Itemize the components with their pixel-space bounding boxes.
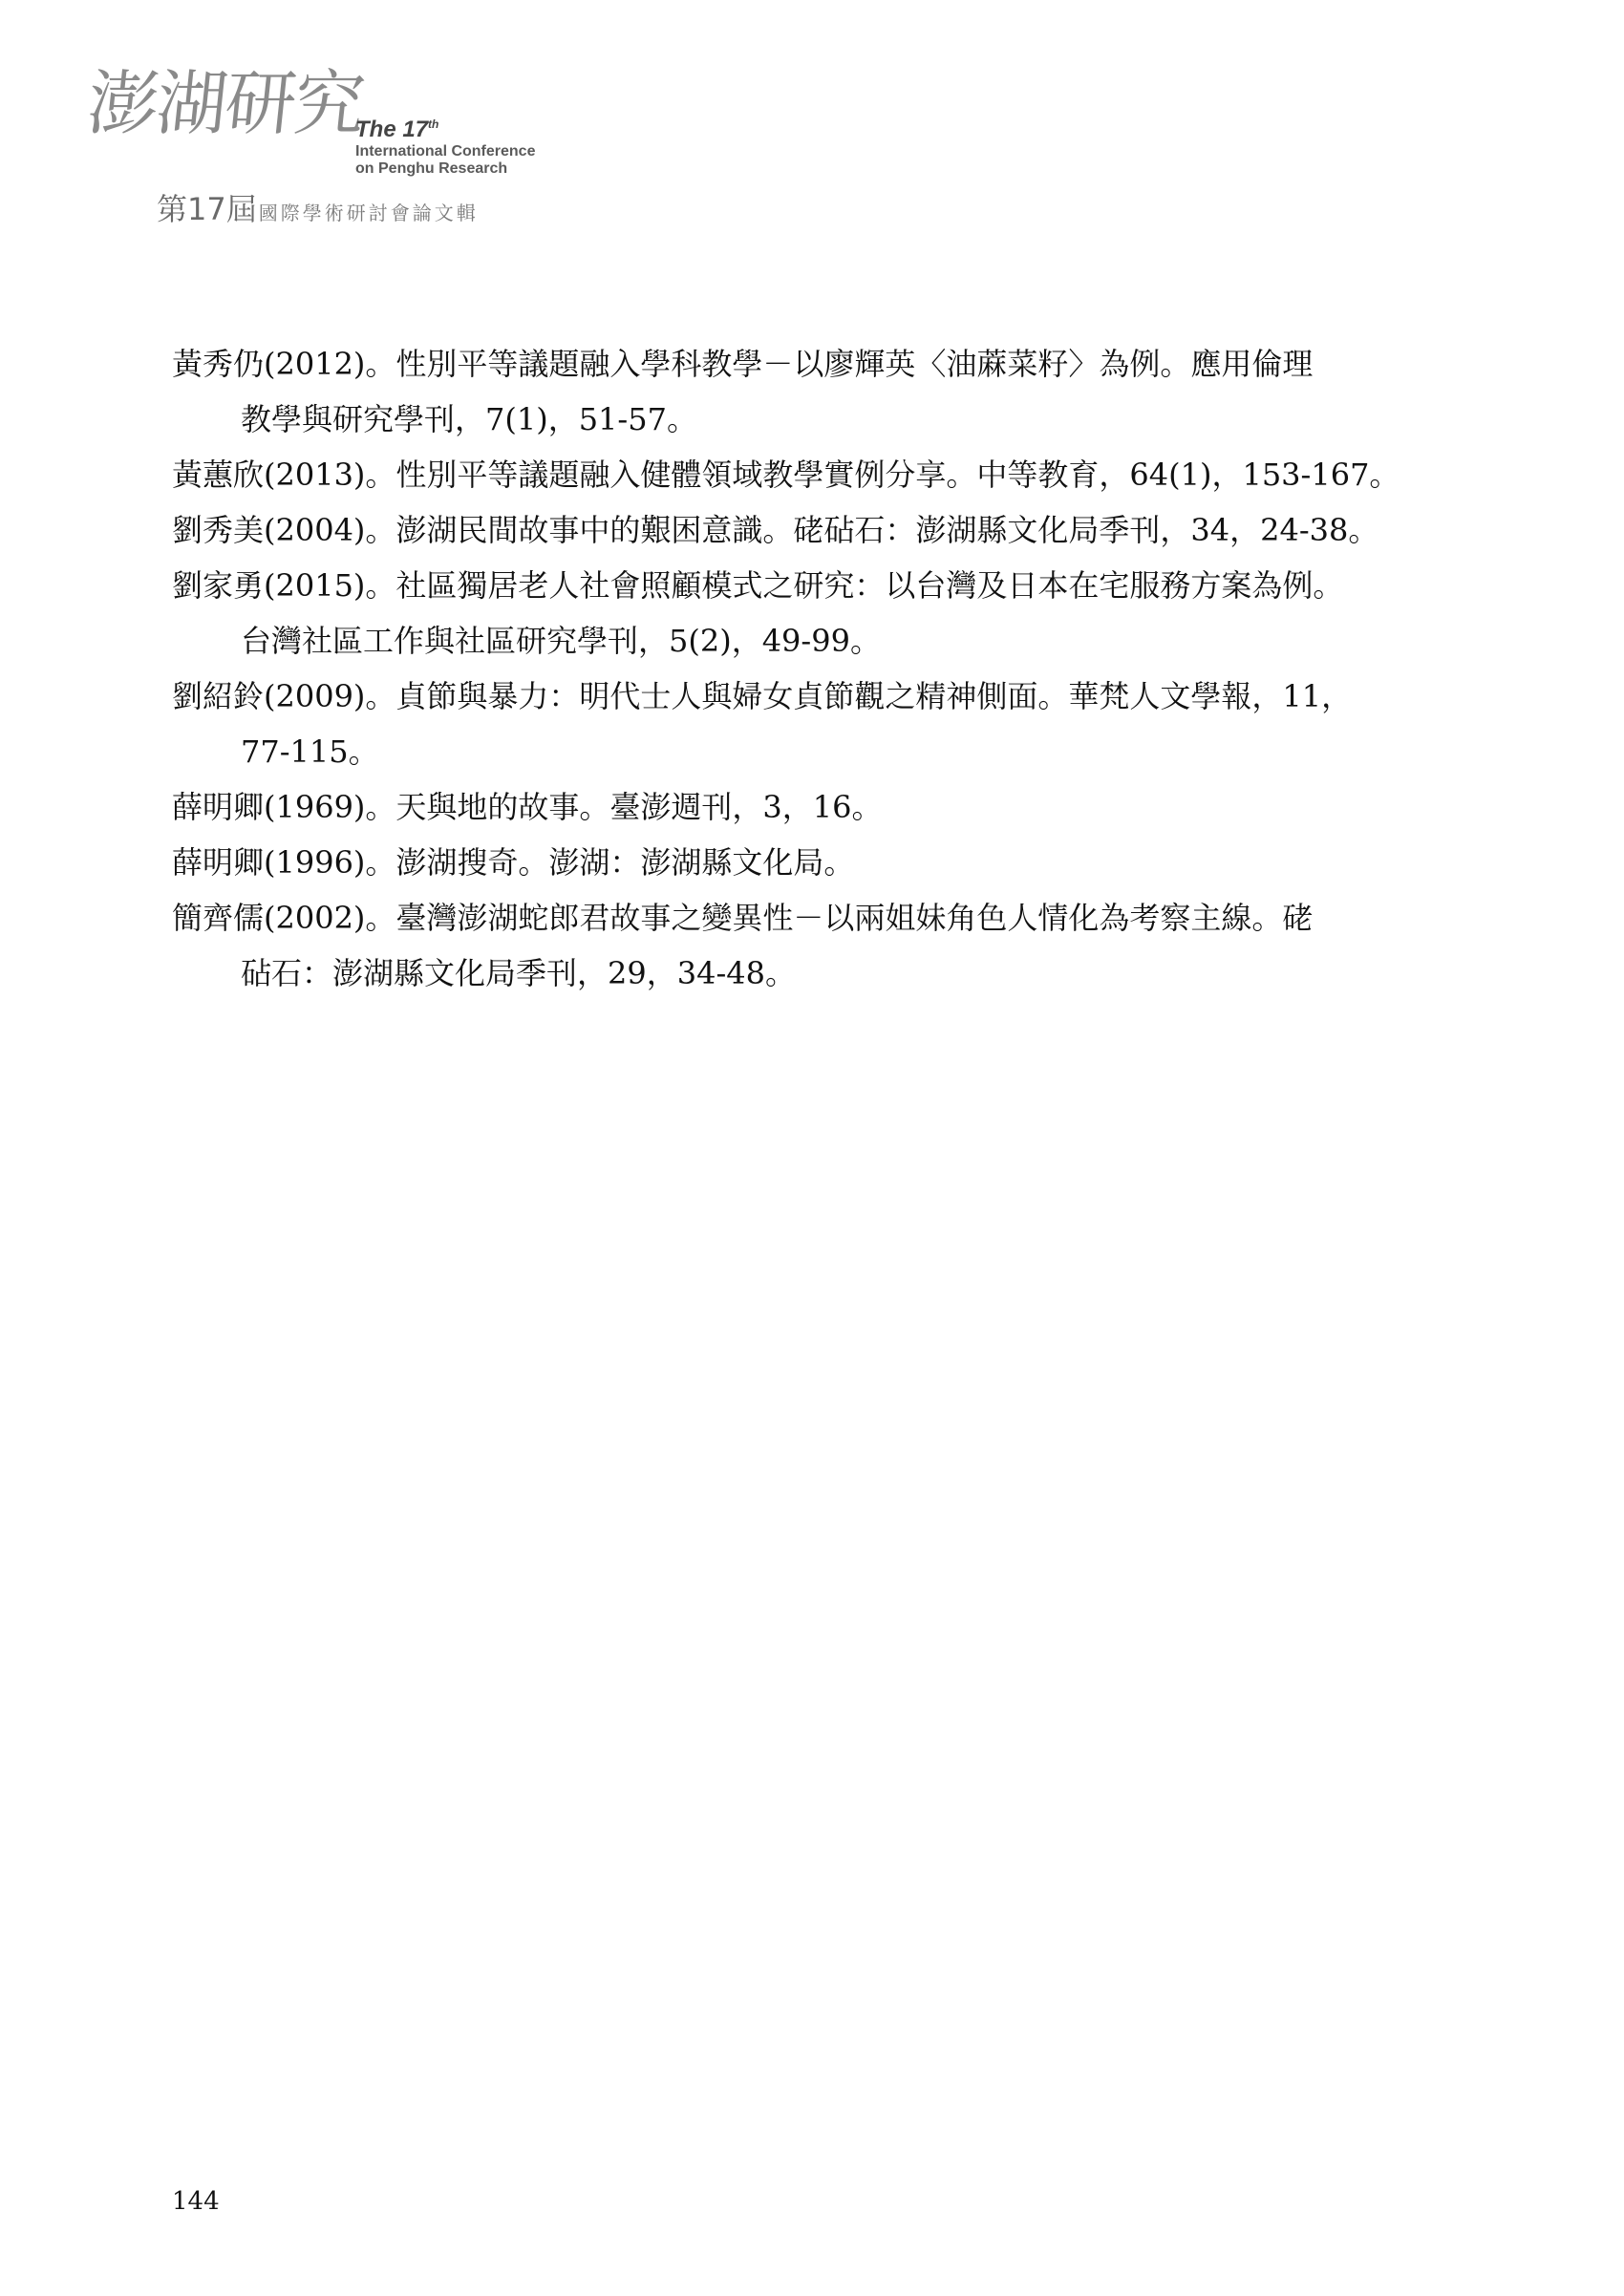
reference-line: 薛明卿(1969)。天與地的故事。臺澎週刊，3，16。 — [172, 789, 883, 825]
reference-line: 劉家勇(2015)。社區獨居老人社會照顧模式之研究：以台灣及日本在宅服務方案為例。 — [172, 567, 1344, 604]
logo-title-cjk: 澎湖研究 — [83, 63, 368, 145]
reference-line: 劉紹鈴(2009)。貞節與暴力：明代士人與婦女貞節觀之精神側面。華梵人文學報，11， — [172, 678, 1353, 714]
logo-sub-small: 國際學術研討會論文輯 — [258, 202, 479, 224]
conference-header-logo — [83, 63, 585, 231]
logo-en-line3: on Penghu Research — [355, 159, 508, 177]
reference-entry — [172, 447, 1452, 502]
reference-entry — [172, 336, 1452, 447]
reference-entry — [172, 779, 1452, 835]
reference-continuation: 砧石：澎湖縣文化局季刊，29，34-48。 — [241, 955, 796, 991]
logo-en-line1: The 17th — [355, 117, 439, 142]
reference-line: 薛明卿(1996)。澎湖搜奇。澎湖：澎湖縣文化局。 — [172, 844, 855, 881]
logo-subtitle — [157, 185, 479, 229]
reference-continuation: 77-115。 — [241, 733, 379, 770]
logo-en-line2: International Conference — [355, 142, 536, 159]
reference-entry — [172, 669, 1452, 779]
reference-entry — [172, 890, 1452, 1001]
reference-line: 劉秀美(2004)。澎湖民間故事中的艱困意識。硓砧石：澎湖縣文化局季刊，34，24-38。 — [172, 512, 1379, 548]
reference-entry — [172, 558, 1452, 669]
logo-sub-main: 第17屆 — [157, 191, 257, 227]
reference-line: 黃蕙欣(2013)。性別平等議題融入健體領域教學實例分享。中等教育，64(1)，153-167。 — [172, 457, 1400, 493]
reference-continuation: 台灣社區工作與社區研究學刊，5(2)，49-99。 — [241, 623, 881, 659]
reference-entry — [172, 502, 1452, 558]
reference-entry — [172, 835, 1452, 890]
reference-continuation: 教學與研究學刊，7(1)，51-57。 — [241, 401, 697, 437]
reference-list — [172, 336, 1452, 1001]
reference-line: 簡齊儒(2002)。臺灣澎湖蛇郎君故事之變異性－以兩姐妹角色人情化為考察主線。硓 — [172, 900, 1314, 936]
logo-title-english — [355, 117, 535, 178]
page-number: 144 — [172, 2187, 220, 2216]
reference-line: 黃秀仍(2012)。性別平等議題融入學科教學－以廖輝英〈油蔴菜籽〉為例。應用倫理 — [172, 346, 1314, 382]
